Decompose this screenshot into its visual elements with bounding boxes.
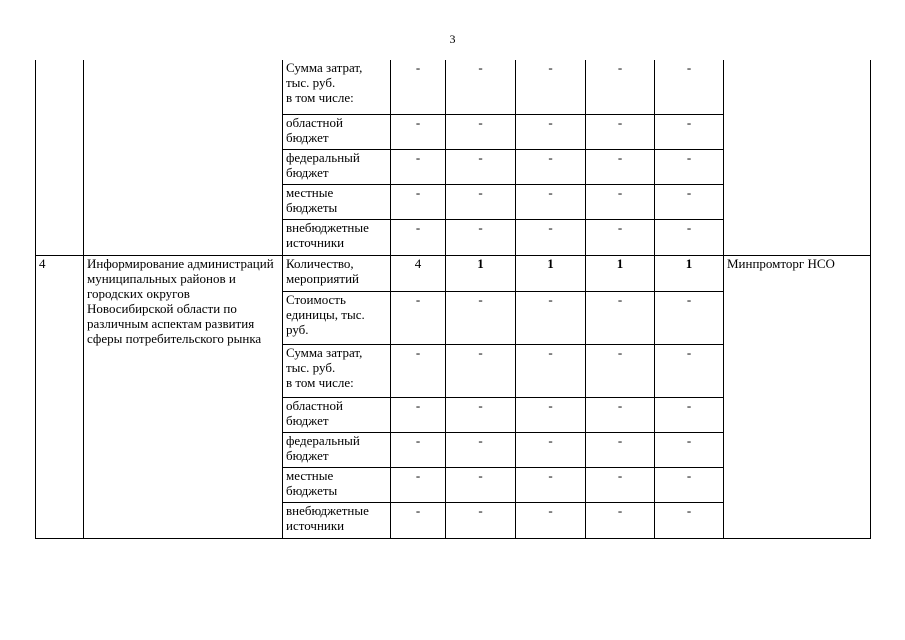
value-cell: - xyxy=(516,60,586,114)
value-cell: - xyxy=(446,149,516,184)
value-cell: - xyxy=(446,467,516,502)
indicator-cell: областной бюджет xyxy=(283,114,391,149)
indicator-cell: федеральный бюджет xyxy=(283,149,391,184)
value-cell: - xyxy=(516,291,586,344)
value-cell: - xyxy=(586,114,655,149)
indicator-cell: местные бюджеты xyxy=(283,467,391,502)
indicator-cell: Количество, мероприятий xyxy=(283,255,391,291)
value-cell: 1 xyxy=(516,255,586,291)
value-cell: - xyxy=(655,397,724,432)
value-cell: - xyxy=(586,397,655,432)
value-cell: - xyxy=(391,432,446,467)
value-cell: - xyxy=(446,397,516,432)
activity-cell: Информирование администраций муниципальных районов и городских округов Новосибирской области по различным аспектам развития сферы потребительского рынка xyxy=(84,255,283,538)
indicator-cell: внебюджетные источники xyxy=(283,219,391,255)
value-cell: - xyxy=(586,219,655,255)
value-cell: - xyxy=(586,291,655,344)
value-cell: - xyxy=(655,344,724,397)
table-row xyxy=(36,255,871,291)
value-cell: - xyxy=(391,344,446,397)
value-cell: 1 xyxy=(655,255,724,291)
value-cell: - xyxy=(391,291,446,344)
value-cell: - xyxy=(586,149,655,184)
value-cell: - xyxy=(446,432,516,467)
value-cell: - xyxy=(446,502,516,538)
value-cell: - xyxy=(516,344,586,397)
executor-cell xyxy=(724,60,871,255)
item-number-cell: 4 xyxy=(36,255,84,538)
value-cell: - xyxy=(586,467,655,502)
value-cell: - xyxy=(446,60,516,114)
value-cell: 1 xyxy=(586,255,655,291)
value-cell: - xyxy=(655,184,724,219)
indicator-cell: Сумма затрат, тыс. руб. в том числе: xyxy=(283,60,391,114)
value-cell: 4 xyxy=(391,255,446,291)
value-cell: - xyxy=(391,397,446,432)
value-cell: - xyxy=(516,432,586,467)
value-cell: - xyxy=(391,184,446,219)
value-cell: - xyxy=(655,291,724,344)
value-cell: - xyxy=(391,149,446,184)
page-number: 3 xyxy=(449,32,456,46)
indicator-cell: внебюджетные источники xyxy=(283,502,391,538)
value-cell: - xyxy=(655,502,724,538)
program-table xyxy=(35,60,871,539)
item-number-cell xyxy=(36,60,84,255)
value-cell: - xyxy=(446,219,516,255)
value-cell: - xyxy=(446,114,516,149)
value-cell: - xyxy=(655,60,724,114)
value-cell: - xyxy=(586,60,655,114)
indicator-cell: местные бюджеты xyxy=(283,184,391,219)
value-cell: - xyxy=(586,502,655,538)
value-cell: - xyxy=(586,432,655,467)
indicator-cell: Сумма затрат, тыс. руб. в том числе: xyxy=(283,344,391,397)
value-cell: - xyxy=(516,467,586,502)
value-cell: - xyxy=(516,397,586,432)
value-cell: - xyxy=(586,344,655,397)
value-cell: - xyxy=(655,467,724,502)
value-cell: - xyxy=(391,60,446,114)
indicator-cell: Стоимость единицы, тыс. руб. xyxy=(283,291,391,344)
value-cell: - xyxy=(391,467,446,502)
value-cell: 1 xyxy=(446,255,516,291)
value-cell: - xyxy=(516,149,586,184)
table-row xyxy=(36,60,871,114)
value-cell: - xyxy=(655,432,724,467)
value-cell: - xyxy=(391,114,446,149)
activity-cell xyxy=(84,60,283,255)
value-cell: - xyxy=(516,219,586,255)
indicator-cell: областной бюджет xyxy=(283,397,391,432)
value-cell: - xyxy=(391,219,446,255)
value-cell: - xyxy=(446,184,516,219)
indicator-cell: федеральный бюджет xyxy=(283,432,391,467)
value-cell: - xyxy=(586,184,655,219)
value-cell: - xyxy=(446,291,516,344)
value-cell: - xyxy=(516,114,586,149)
value-cell: - xyxy=(516,502,586,538)
value-cell: - xyxy=(655,219,724,255)
value-cell: - xyxy=(655,114,724,149)
value-cell: - xyxy=(655,149,724,184)
value-cell: - xyxy=(391,502,446,538)
value-cell: - xyxy=(446,344,516,397)
value-cell: - xyxy=(516,184,586,219)
executor-cell: Минпромторг НСО xyxy=(724,255,871,538)
